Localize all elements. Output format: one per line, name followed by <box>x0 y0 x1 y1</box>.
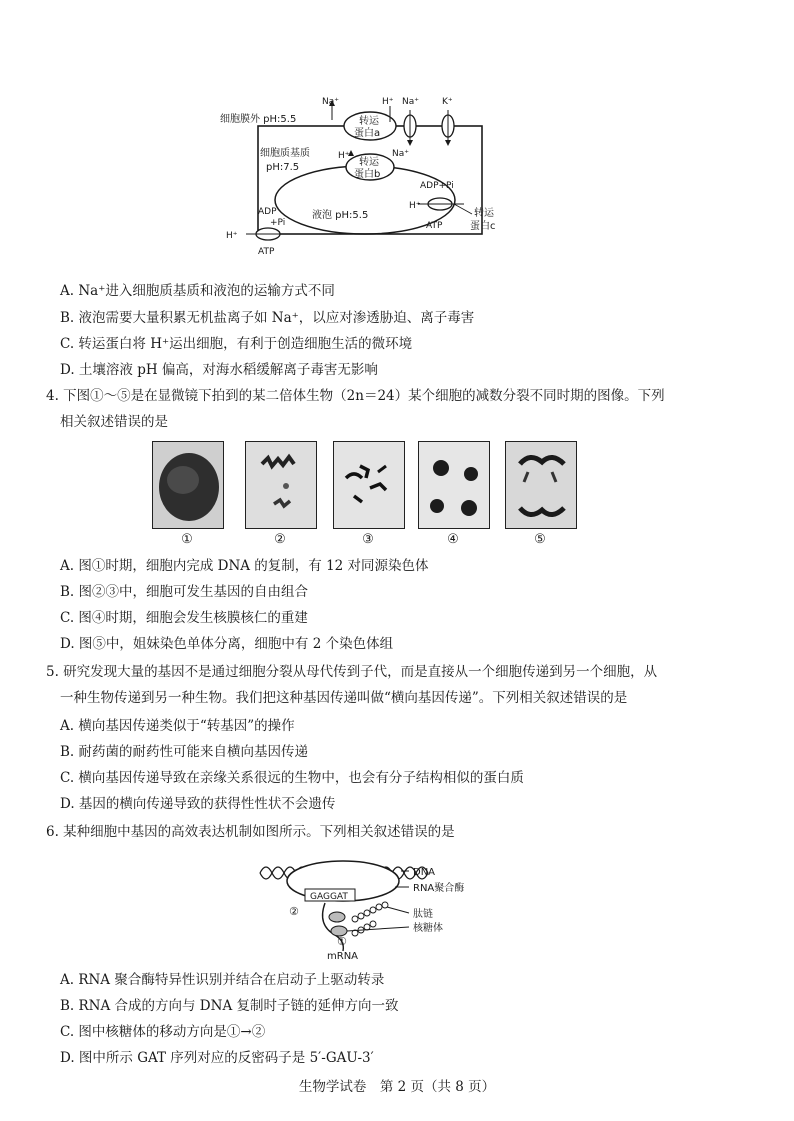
q4-option-a: A. 图①时期，细胞内完成 DNA 的复制，有 12 对同源染色体 <box>60 558 429 574</box>
protein-c-line2: 蛋白c <box>470 221 496 232</box>
q6-option-a: A. RNA 聚合酶特异性识别并结合在启动子上驱动转录 <box>60 972 385 988</box>
atp-pump: ATP <box>258 247 275 257</box>
micrograph-4 <box>418 441 490 529</box>
q4-stem-line1: 4. 下图①～⑤是在显微镜下拍到的某二倍体生物（2n＝24）某个细胞的减数分裂不同时期的图像。下列 <box>46 388 665 404</box>
micrograph-label-3: ③ <box>362 532 374 547</box>
q3-option-b: B. 液泡需要大量积累无机盐离子如 Na⁺，以应对渗透胁迫、离子毒害 <box>60 310 475 326</box>
vacuole-label: 液泡 pH:5.5 <box>312 210 369 221</box>
protein-b-line2: 蛋白b <box>354 169 381 180</box>
q6-option-c: C. 图中核糖体的移动方向是①→② <box>60 1024 266 1040</box>
micrograph-2-image <box>246 442 316 528</box>
q5-stem-line1: 5. 研究发现大量的基因不是通过细胞分裂从母代传到子代，而是直接从一个细胞传递到另一个细胞，从 <box>46 664 658 680</box>
q5-stem-line2: 一种生物传递到另一种生物。我们把这种基因传递叫做“横向基因传递”。下列相关叙述错误的是 <box>60 690 628 706</box>
plus-pi-label: +Pi <box>270 218 286 228</box>
micrograph-5-image <box>506 442 576 528</box>
gene-expression-diagram <box>255 855 495 965</box>
ribosome-label: 核糖体 <box>413 923 443 934</box>
micrograph-label-1: ① <box>181 532 193 547</box>
page-footer: 生物学试卷 第 2 页（共 8 页） <box>298 1079 496 1095</box>
protein-a-line1: 转运 <box>359 116 379 127</box>
q6-stem: 6. 某种细胞中基因的高效表达机制如图所示。下列相关叙述错误的是 <box>46 824 455 840</box>
h-ion-protein-c: H⁺ <box>409 201 421 211</box>
micrograph-5 <box>505 441 577 529</box>
micrograph-3 <box>333 441 405 529</box>
na-ion-channel: Na⁺ <box>402 97 419 107</box>
adp-label: ADP <box>258 207 277 217</box>
cytoplasm-label: 细胞质基质 <box>260 148 310 159</box>
protein-a-line2: 蛋白a <box>354 128 381 139</box>
cytoplasm-ph: pH:7.5 <box>266 162 300 173</box>
adp-pi-label: ADP+Pi <box>420 181 454 191</box>
protein-b-line1: 转运 <box>359 157 379 168</box>
gene-sequence: GAGGAT <box>310 892 348 902</box>
q5-option-b: B. 耐药菌的耐药性可能来自横向基因传递 <box>60 744 309 760</box>
micrograph-3-image <box>334 442 404 528</box>
q3-option-c: C. 转运蛋白将 H⁺运出细胞，有利于创造细胞生活的微环境 <box>60 336 413 352</box>
h-ion-pump: H⁺ <box>226 231 238 241</box>
atp-protein-c: ATP <box>426 221 443 231</box>
q6-option-d: D. 图中所示 GAT 序列对应的反密码子是 5′-GAU-3′ <box>60 1050 374 1066</box>
rna-polymerase-label: RNA聚合酶 <box>413 883 465 894</box>
mark-2: ② <box>289 905 299 918</box>
micrograph-1 <box>152 441 224 529</box>
q5-option-d: D. 基因的横向传递导致的获得性性状不会遗传 <box>60 796 336 812</box>
q4-stem-line2: 相关叙述错误的是 <box>60 414 168 430</box>
q5-option-a: A. 横向基因传递类似于“转基因”的操作 <box>60 718 295 734</box>
micrograph-2 <box>245 441 317 529</box>
q4-option-c: C. 图④时期，细胞会发生核膜核仁的重建 <box>60 610 308 626</box>
micrograph-label-2: ② <box>274 532 286 547</box>
na-ion-top: Na⁺ <box>322 97 339 107</box>
transport-diagram <box>220 92 510 262</box>
q3-option-d: D. 土壤溶液 pH 偏高，对海水稻缓解离子毒害无影响 <box>60 362 378 378</box>
dna-label: DNA <box>413 867 436 878</box>
q4-option-b: B. 图②③中，细胞可发生基因的自由组合 <box>60 584 309 600</box>
q4-option-d: D. 图⑤中，姐妹染色单体分离，细胞中有 2 个染色体组 <box>60 636 394 652</box>
q3-option-a: A. Na⁺进入细胞质基质和液泡的运输方式不同 <box>60 283 335 299</box>
h-ion-protein-b: H⁺ <box>338 151 350 161</box>
na-ion-protein-b: Na⁺ <box>392 149 409 159</box>
micrograph-1-image <box>153 442 223 528</box>
protein-c-line1: 转运 <box>474 208 494 219</box>
q5-option-c: C. 横向基因传递导致在亲缘关系很远的生物中，也会有分子结构相似的蛋白质 <box>60 770 524 786</box>
micrograph-label-5: ⑤ <box>534 532 546 547</box>
micrograph-4-image <box>419 442 489 528</box>
outer-ph-label: 细胞膜外 pH:5.5 <box>220 114 297 125</box>
k-ion: K⁺ <box>442 97 453 107</box>
mrna-label: mRNA <box>327 951 359 962</box>
mark-1: ① <box>337 935 347 948</box>
q6-option-b: B. RNA 合成的方向与 DNA 复制时子链的延伸方向一致 <box>60 998 399 1014</box>
micrograph-label-4: ④ <box>447 532 459 547</box>
h-ion-top: H⁺ <box>382 97 394 107</box>
peptide-label: 肽链 <box>413 909 433 920</box>
